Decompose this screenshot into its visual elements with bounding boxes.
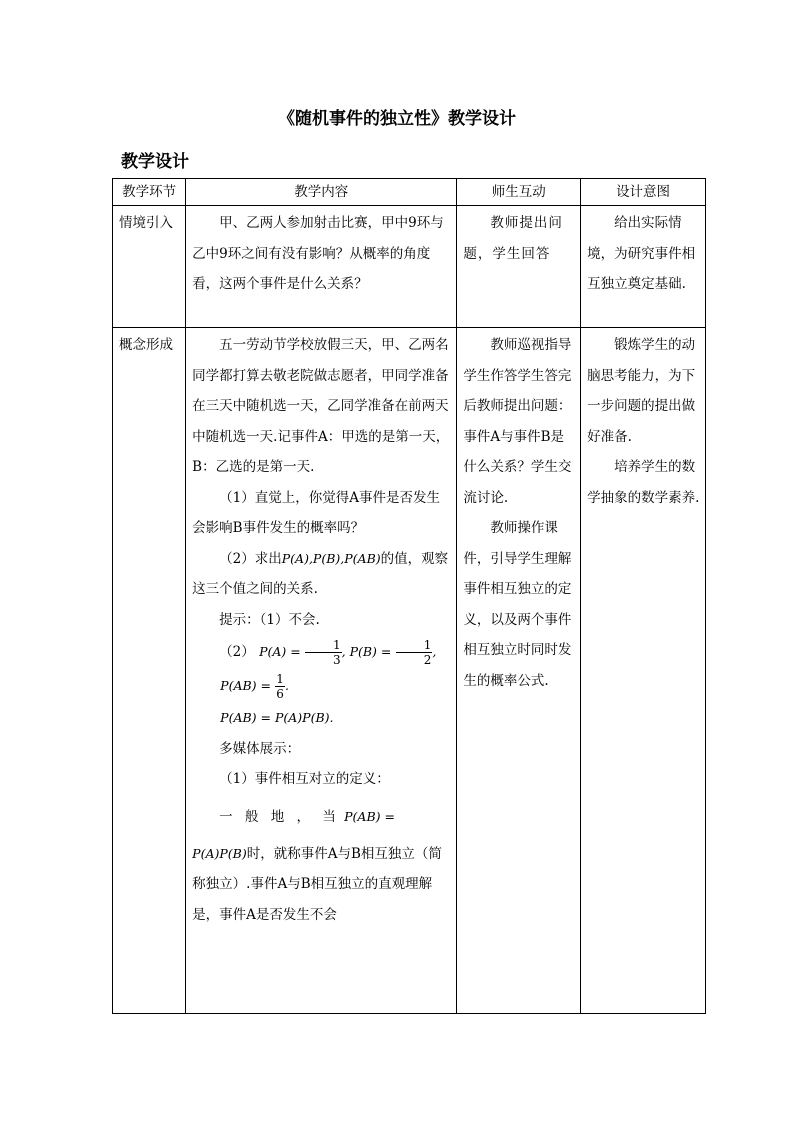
question-2 bbox=[192, 544, 452, 605]
header-stage: 教学环节 bbox=[113, 179, 186, 206]
header-content: 教学内容 bbox=[186, 179, 457, 206]
definition-lead: 一 般 地 ， 当 bbox=[219, 808, 340, 825]
interaction-paragraph-1: 教师巡视指导学生作答学生答完后教师提出问题：事件A与事件B是什么关系？学生交流讨论. bbox=[463, 337, 572, 506]
definition-title: （1）事件相互对立的定义： bbox=[219, 771, 390, 787]
lesson-plan-table bbox=[112, 178, 706, 1014]
table-row bbox=[113, 206, 706, 328]
header-interaction: 师生互动 bbox=[457, 179, 581, 206]
content-paragraph: 五一劳动节学校放假三天，甲、乙两名同学都打算去敬老院做志愿者，甲同学准备在三天中随机选一天，乙同学准备在前两天中随机选一天.记事件A：甲选的是第一天，B：乙选的是第一天. bbox=[192, 337, 450, 475]
content-cell bbox=[186, 328, 457, 1014]
question-1: （1）直觉上，你觉得A事件是否发生会影响B事件发生的概率吗？ bbox=[192, 489, 441, 536]
definition-body: 时，就称事件A与B相互独立（简称独立）.事件A与B相互独立的直观理解是，事件A是否发生不会 bbox=[192, 845, 442, 923]
interaction-cell bbox=[457, 328, 581, 1014]
header-intent: 设计意图 bbox=[581, 179, 706, 206]
definition-line bbox=[192, 795, 452, 839]
section-heading: 教学设计 bbox=[121, 152, 189, 172]
stage-cell bbox=[113, 206, 186, 328]
question-2-tail: 的值，观察这三个值之间的关系. bbox=[192, 550, 449, 597]
intent-cell bbox=[581, 328, 706, 1014]
stage-cell bbox=[113, 328, 186, 1014]
table-header-row bbox=[113, 179, 706, 206]
content-text: 甲、乙两人参加射击比赛，甲中9环与乙中9环之间有没有影响？从概率的角度看，这两个事件是什么关系？ bbox=[192, 215, 444, 292]
fraction-pb: $\frac{1}{2}$ bbox=[396, 638, 433, 667]
hint-1: 提示：（1）不会. bbox=[219, 611, 320, 628]
hint-pa: P(A) = bbox=[259, 644, 301, 659]
hint-3: P(AB) = P(A)P(B). bbox=[220, 710, 334, 725]
definition-formula-2: P(A)P(B) bbox=[192, 845, 247, 861]
stage-label: 情境引入 bbox=[119, 215, 173, 231]
hint-2-prefix: （2） bbox=[219, 644, 255, 660]
content-cell bbox=[186, 206, 457, 328]
intent-paragraph-1: 锻炼学生的动脑思考能力，为下一步问题的提出做好准备. bbox=[587, 337, 696, 445]
intent-paragraph-2: 培养学生的数学抽象的数学素养. bbox=[587, 459, 700, 506]
question-2-lead: （2）求出 bbox=[219, 550, 282, 567]
hint-2: （2） P(A) = $\frac{1}{3}$ , P(B) = $\frac{1}{2}$ , bbox=[219, 638, 437, 667]
media-label: 多媒体展示： bbox=[219, 740, 301, 757]
hint-pab-line: P(AB) = $\frac{1}{6}$ . bbox=[220, 672, 289, 701]
intent-text: 给出实际情境，为研究事件相互独立奠定基础. bbox=[587, 215, 696, 292]
document-title: 《随机事件的独立性》教学设计 bbox=[278, 109, 516, 129]
interaction-cell bbox=[457, 206, 581, 328]
fraction-pab: $\frac{1}{6}$ bbox=[276, 672, 284, 701]
definition-text bbox=[192, 839, 452, 931]
interaction-text: 教师提出问题，学生回答 bbox=[463, 215, 563, 262]
stage-label: 概念形成 bbox=[119, 337, 173, 353]
question-2-formula: P(A),P(B),P(AB) bbox=[281, 550, 381, 566]
hint-pb: , P(B) = bbox=[341, 644, 392, 659]
interaction-paragraph-2: 教师操作课件，引导学生理解事件相互独立的定义，以及两个事件相互独立时同时发生的概率公式. bbox=[463, 520, 572, 689]
table-row bbox=[113, 328, 706, 1014]
intent-cell bbox=[581, 206, 706, 328]
fraction-pa: $\frac{1}{3}$ bbox=[305, 638, 342, 667]
definition-formula-1: P(AB) = bbox=[344, 808, 395, 824]
hint-pab: P(AB) = bbox=[220, 678, 271, 693]
